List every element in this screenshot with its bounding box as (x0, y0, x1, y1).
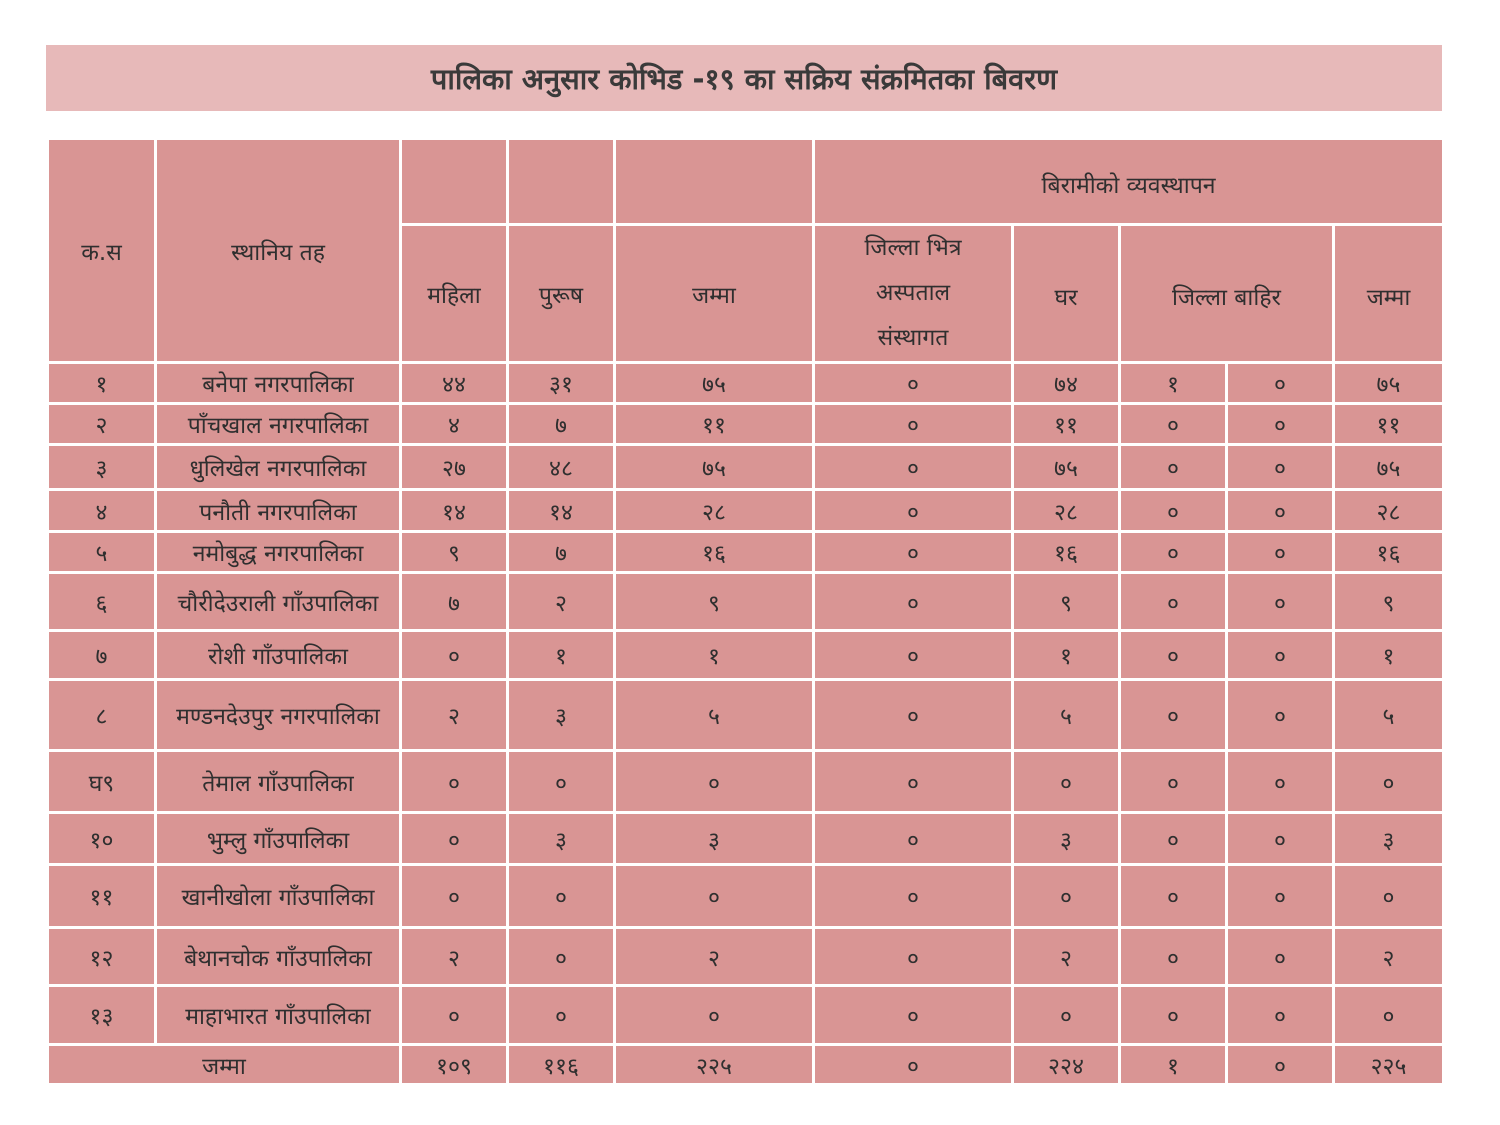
table-row (48, 573, 1444, 631)
serial-cell: ६ (48, 573, 156, 631)
serial-cell: ११ (48, 865, 156, 928)
home-cell: ५ (1013, 680, 1120, 751)
table-row (48, 490, 1444, 532)
outside-district-a-cell: ० (1120, 445, 1227, 490)
total-cell: ९ (615, 573, 814, 631)
female-cell: ० (401, 631, 508, 680)
management-total-cell: ० (1334, 751, 1444, 813)
header-home: घर (1013, 225, 1120, 363)
total-cell: ० (615, 751, 814, 813)
totals-total: २२५ (615, 1045, 814, 1085)
management-total-cell: २ (1334, 928, 1444, 986)
institutional-cell: ० (814, 573, 1013, 631)
outside-district-a-cell: ० (1120, 532, 1227, 573)
institutional-cell: ० (814, 631, 1013, 680)
management-total-cell: ७५ (1334, 363, 1444, 404)
serial-cell: घ९ (48, 751, 156, 813)
outside-district-b-cell: ० (1227, 928, 1334, 986)
local-level-cell: माहाभारत गाँउपालिका (156, 986, 401, 1045)
title-banner (46, 45, 1442, 111)
outside-district-a-cell: ० (1120, 404, 1227, 445)
local-level-cell: भुम्लु गाँउपालिका (156, 813, 401, 865)
outside-district-b-cell: ० (1227, 986, 1334, 1045)
outside-district-a-cell: ० (1120, 490, 1227, 532)
management-total-cell: ० (1334, 986, 1444, 1045)
management-total-cell: ९ (1334, 573, 1444, 631)
home-cell: २ (1013, 928, 1120, 986)
totals-outside-a: १ (1120, 1045, 1227, 1085)
management-total-cell: ११ (1334, 404, 1444, 445)
total-cell: ७५ (615, 445, 814, 490)
outside-district-b-cell: ० (1227, 532, 1334, 573)
totals-female: १०९ (401, 1045, 508, 1085)
female-cell: २ (401, 680, 508, 751)
outside-district-b-cell: ० (1227, 751, 1334, 813)
local-level-cell: रोशी गाँउपालिका (156, 631, 401, 680)
outside-district-b-cell: ० (1227, 813, 1334, 865)
serial-cell: ३ (48, 445, 156, 490)
total-cell: ३ (615, 813, 814, 865)
management-total-cell: ० (1334, 865, 1444, 928)
serial-cell: १२ (48, 928, 156, 986)
table-row (48, 813, 1444, 865)
female-cell: ० (401, 751, 508, 813)
serial-cell: १३ (48, 986, 156, 1045)
local-level-cell: धुलिखेल नगरपालिका (156, 445, 401, 490)
male-cell: ३ (508, 813, 615, 865)
male-cell: ३१ (508, 363, 615, 404)
header-blank (401, 139, 508, 225)
male-cell: १४ (508, 490, 615, 532)
outside-district-a-cell: ० (1120, 928, 1227, 986)
female-cell: ७ (401, 573, 508, 631)
header-female: महिला (401, 225, 508, 363)
totals-male: ११६ (508, 1045, 615, 1085)
active-cases-table (46, 137, 1445, 1086)
page-title: पालिका अनुसार कोभिड -१९ का सक्रिय संक्रमितका बिवरण (430, 61, 1058, 96)
outside-district-a-cell: १ (1120, 363, 1227, 404)
totals-outside-b: ० (1227, 1045, 1334, 1085)
female-cell: ० (401, 986, 508, 1045)
home-cell: ० (1013, 865, 1120, 928)
institutional-cell: ० (814, 928, 1013, 986)
outside-district-b-cell: ० (1227, 363, 1334, 404)
serial-cell: २ (48, 404, 156, 445)
totals-home: २२४ (1013, 1045, 1120, 1085)
totals-label: जम्मा (48, 1045, 401, 1085)
management-total-cell: २८ (1334, 490, 1444, 532)
local-level-cell: मण्डनदेउपुर नगरपालिका (156, 680, 401, 751)
header-blank (615, 139, 814, 225)
local-level-cell: बेथानचोक गाँउपालिका (156, 928, 401, 986)
table-row (48, 631, 1444, 680)
total-cell: ० (615, 865, 814, 928)
local-level-cell: पनौती नगरपालिका (156, 490, 401, 532)
male-cell: ० (508, 865, 615, 928)
female-cell: १४ (401, 490, 508, 532)
female-cell: ९ (401, 532, 508, 573)
header-serial: क.स (48, 139, 156, 363)
outside-district-a-cell: ० (1120, 751, 1227, 813)
outside-district-a-cell: ० (1120, 573, 1227, 631)
home-cell: ० (1013, 986, 1120, 1045)
home-cell: ७४ (1013, 363, 1120, 404)
management-total-cell: ३ (1334, 813, 1444, 865)
institutional-cell: ० (814, 490, 1013, 532)
outside-district-a-cell: ० (1120, 680, 1227, 751)
home-cell: १६ (1013, 532, 1120, 573)
table-row (48, 404, 1444, 445)
male-cell: ३ (508, 680, 615, 751)
header-male: पुरूष (508, 225, 615, 363)
management-total-cell: १ (1334, 631, 1444, 680)
local-level-cell: खानीखोला गाँउपालिका (156, 865, 401, 928)
outside-district-a-cell: ० (1120, 986, 1227, 1045)
local-level-cell: बनेपा नगरपालिका (156, 363, 401, 404)
table-row (48, 751, 1444, 813)
female-cell: ४४ (401, 363, 508, 404)
totals-row (48, 1045, 1444, 1085)
local-level-cell: चौरीदेउराली गाँउपालिका (156, 573, 401, 631)
institutional-cell: ० (814, 404, 1013, 445)
local-level-cell: पाँचखाल नगरपालिका (156, 404, 401, 445)
home-cell: ० (1013, 751, 1120, 813)
total-cell: ७५ (615, 363, 814, 404)
home-cell: २८ (1013, 490, 1120, 532)
table-row (48, 363, 1444, 404)
outside-district-b-cell: ० (1227, 490, 1334, 532)
management-total-cell: ५ (1334, 680, 1444, 751)
home-cell: ९ (1013, 573, 1120, 631)
male-cell: २ (508, 573, 615, 631)
table-row (48, 532, 1444, 573)
management-total-cell: १६ (1334, 532, 1444, 573)
male-cell: ० (508, 751, 615, 813)
outside-district-b-cell: ० (1227, 404, 1334, 445)
institutional-cell: ० (814, 865, 1013, 928)
outside-district-b-cell: ० (1227, 680, 1334, 751)
total-cell: ११ (615, 404, 814, 445)
male-cell: ० (508, 928, 615, 986)
table-row (48, 445, 1444, 490)
female-cell: ० (401, 813, 508, 865)
header-local-level: स्थानिय तह (156, 139, 401, 363)
serial-cell: ४ (48, 490, 156, 532)
total-cell: २८ (615, 490, 814, 532)
male-cell: ७ (508, 404, 615, 445)
table-row (48, 986, 1444, 1045)
outside-district-a-cell: ० (1120, 865, 1227, 928)
home-cell: ३ (1013, 813, 1120, 865)
institutional-cell: ० (814, 532, 1013, 573)
table-row (48, 928, 1444, 986)
totals-management-total: २२५ (1334, 1045, 1444, 1085)
serial-cell: १० (48, 813, 156, 865)
home-cell: ७५ (1013, 445, 1120, 490)
outside-district-b-cell: ० (1227, 445, 1334, 490)
male-cell: ४८ (508, 445, 615, 490)
institutional-cell: ० (814, 813, 1013, 865)
outside-district-b-cell: ० (1227, 865, 1334, 928)
male-cell: ७ (508, 532, 615, 573)
header-total: जम्मा (615, 225, 814, 363)
serial-cell: १ (48, 363, 156, 404)
total-cell: ५ (615, 680, 814, 751)
total-cell: १ (615, 631, 814, 680)
serial-cell: ७ (48, 631, 156, 680)
total-cell: ० (615, 986, 814, 1045)
female-cell: ४ (401, 404, 508, 445)
outside-district-a-cell: ० (1120, 813, 1227, 865)
table-row (48, 865, 1444, 928)
total-cell: २ (615, 928, 814, 986)
serial-cell: ८ (48, 680, 156, 751)
local-level-cell: तेमाल गाँउपालिका (156, 751, 401, 813)
header-blank (508, 139, 615, 225)
male-cell: १ (508, 631, 615, 680)
home-cell: १ (1013, 631, 1120, 680)
institutional-cell: ० (814, 751, 1013, 813)
institutional-cell: ० (814, 363, 1013, 404)
management-total-cell: ७५ (1334, 445, 1444, 490)
institutional-cell: ० (814, 680, 1013, 751)
outside-district-b-cell: ० (1227, 573, 1334, 631)
female-cell: ० (401, 865, 508, 928)
header-outside-district: जिल्ला बाहिर (1120, 225, 1334, 363)
female-cell: २ (401, 928, 508, 986)
male-cell: ० (508, 986, 615, 1045)
header-in-district-institutional: जिल्ला भित्र अस्पताल संस्थागत (814, 225, 1013, 363)
institutional-cell: ० (814, 445, 1013, 490)
outside-district-b-cell: ० (1227, 631, 1334, 680)
local-level-cell: नमोबुद्ध नगरपालिका (156, 532, 401, 573)
totals-institutional: ० (814, 1045, 1013, 1085)
home-cell: ११ (1013, 404, 1120, 445)
outside-district-a-cell: ० (1120, 631, 1227, 680)
table-row (48, 680, 1444, 751)
header-management-total: जम्मा (1334, 225, 1444, 363)
header-patient-management: बिरामीको व्यवस्थापन (814, 139, 1444, 225)
serial-cell: ५ (48, 532, 156, 573)
female-cell: २७ (401, 445, 508, 490)
institutional-cell: ० (814, 986, 1013, 1045)
total-cell: १६ (615, 532, 814, 573)
